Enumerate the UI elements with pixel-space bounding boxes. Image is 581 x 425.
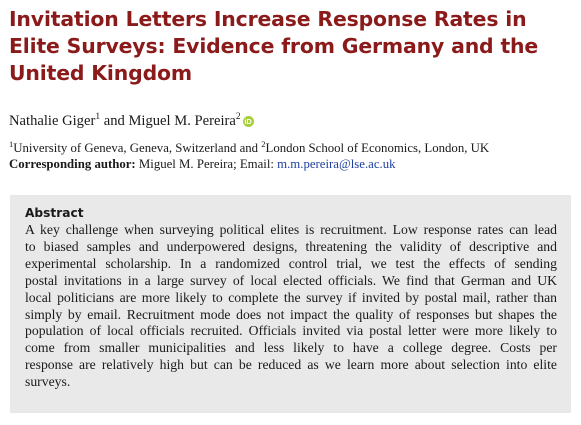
abstract-line: come from smaller municipalities and less likely to have a college degree. Costs per <box>25 340 557 356</box>
affiliation-marker: 2 <box>235 112 241 122</box>
title-line: Elite Surveys: Evidence from Germany and the <box>9 34 539 58</box>
abstract-line: surveys. <box>25 374 71 390</box>
affiliation-text: London School of Economics, London, UK <box>265 141 490 155</box>
affiliations <box>9 140 489 157</box>
affiliation-marker: 1 <box>95 112 101 122</box>
abstract-line: experimental scholarship. In a randomized control trial, we test the effects of sending <box>25 255 557 271</box>
abstract-text <box>25 222 557 391</box>
email-link[interactable]: m.m.pereira@lse.ac.uk <box>277 157 396 171</box>
corresponding-author-text: Miguel M. Pereira; Email: <box>135 157 278 171</box>
author-list <box>9 112 254 130</box>
author-name: Nathalie Giger <box>9 113 96 129</box>
affiliation-text: University of Geneva, Geneva, Switzerland and <box>13 141 262 155</box>
corresponding-author <box>9 156 396 173</box>
abstract-line: response are relatively high but can be reduced as we learn more about selection into elite <box>25 357 557 373</box>
abstract-line: to biased samples and underpowered designs, threatening the validity of descriptive and <box>25 238 557 254</box>
title-line: Invitation Letters Increase Response Rates in <box>9 7 527 31</box>
abstract-line: population of local officials recruited. Officials invited via postal letter were more likely to <box>25 323 557 339</box>
abstract-box <box>10 195 571 413</box>
abstract-line: postal invitations in a large survey of local elected officials. We find that German and UK <box>25 272 557 288</box>
author-conjunction: and <box>100 113 129 129</box>
abstract-heading: Abstract <box>25 206 84 220</box>
affiliation-marker: 1 <box>9 139 14 149</box>
abstract-line: local politicians are more likely to complete the survey if invited by postal mail, rather than <box>25 289 557 305</box>
corresponding-author-label: Corresponding author: <box>9 157 136 171</box>
abstract-line: simply by email. Recruitment mode does not impact the quality of responses but shapes the <box>25 306 557 322</box>
affiliation-marker: 2 <box>261 139 266 149</box>
paper-title <box>9 6 575 87</box>
abstract-line: A key challenge when surveying political elites is recruitment. Low response rates can lead <box>25 222 557 237</box>
author-name: Miguel M. Pereira <box>128 113 236 129</box>
orcid-icon[interactable]: iD <box>244 117 252 126</box>
title-line: United Kingdom <box>9 61 192 85</box>
